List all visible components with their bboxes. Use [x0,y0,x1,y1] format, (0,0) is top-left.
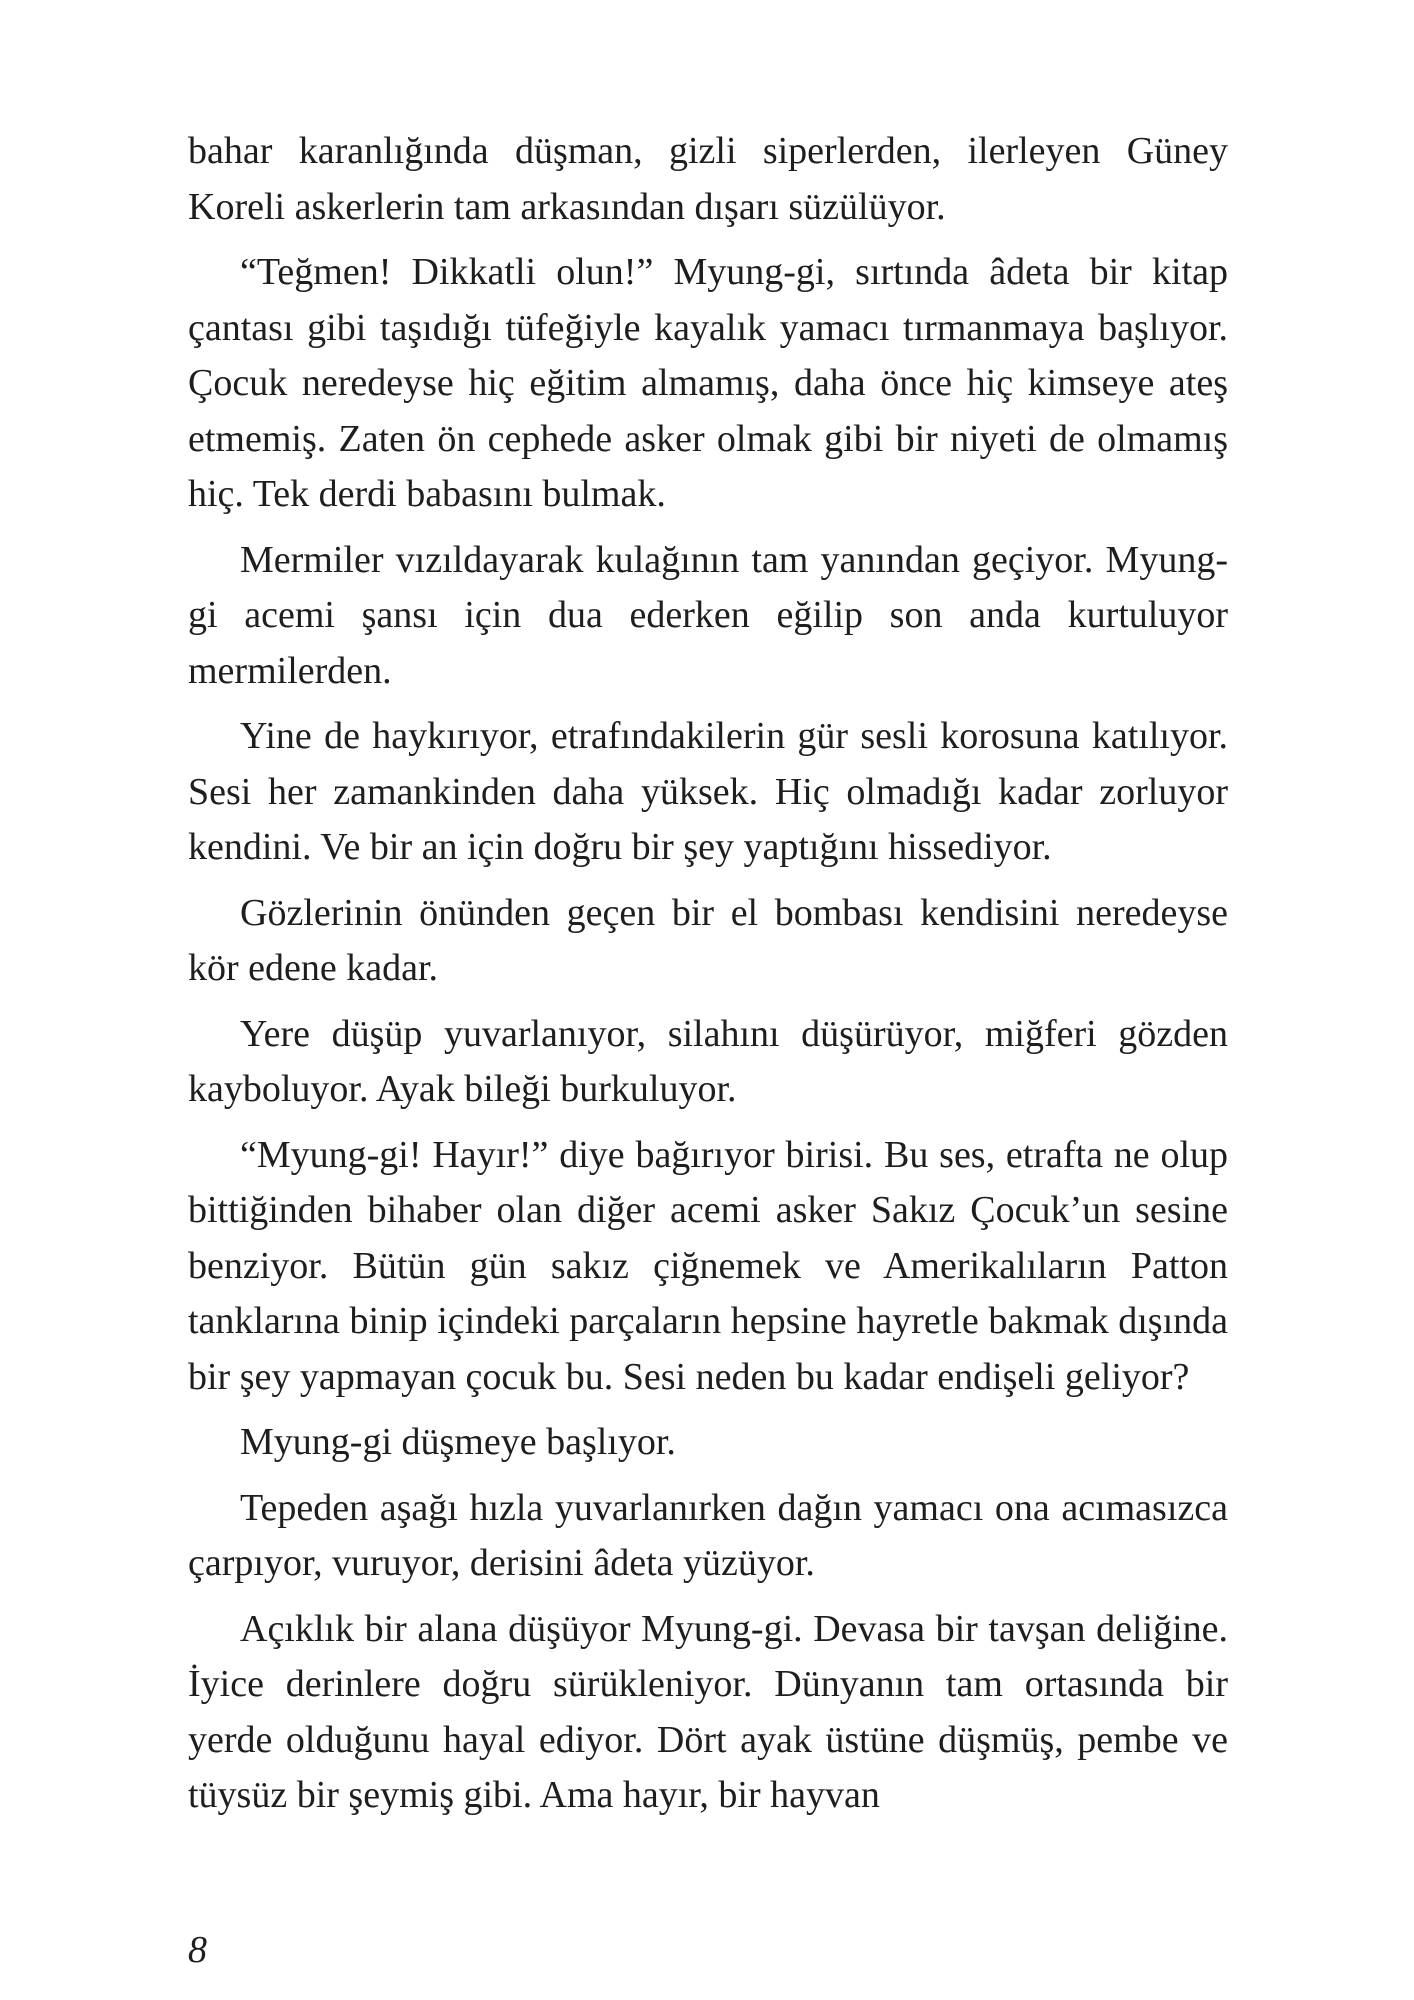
paragraph-2: “Teğmen! Dikkatli olun!” Myung-gi, sırtında âdeta bir kitap çantası gibi taşıdığı tüfeğiyle kayalık yamacı tırmanmaya başlıyor. Çocuk neredeyse hiç eğitim almamış, daha önce hiç kimseye ateş etmemiş. Zaten ön cephede asker olmak gibi bir niyeti de olmamış hiç. Tek derdi babasını bulmak. [188,251,1228,515]
paragraph-4: Yine de haykırıyor, etrafındakilerin gür sesli korosuna katılıyor. Sesi her zamankinden daha yüksek. Hiç olmadığı kadar zorluyor kendini. Ve bir an için doğru bir şey yaptığını hissediyor. [188,715,1228,868]
paragraph-10: Açıklık bir alana düşüyor Myung-gi. Devasa bir tavşan deliğine. İyice derinlere doğru sürükleniyor. Dünyanın tam ortasında bir yerde olduğunu hayal ediyor. Dört ayak üstüne düşmüş, pembe ve tüysüz bir şeymiş gibi. Ama hayır, bir hayvan [188,1607,1228,1816]
paragraph-3: Mermiler vızıldayarak kulağının tam yanından geçiyor. Myung-gi acemi şansı için dua ederken eğilip son anda kurtuluyor mermilerden. [188,538,1228,692]
paragraph-5: Gözlerinin önünden geçen bir el bombası kendisini neredeyse kör edene kadar. [188,891,1228,989]
page-number: 8 [188,1929,207,1971]
body-text [188,124,1228,1834]
paragraph-1: bahar karanlığında düşman, gizli siperlerden, ilerleyen Güney Koreli askerlerin tam arkasından dışarı süzülüyor. [188,130,1228,228]
paragraph-7: “Myung-gi! Hayır!” diye bağırıyor birisi. Bu ses, etrafta ne olup bittiğinden bihaber olan diğer acemi asker Sakız Çocuk’un sesine benziyor. Bütün gün sakız çiğnemek ve Amerikalıların Patton tanklarına binip içindeki parçaların hepsine hayretle bakmak dışında bir şey yapmayan çocuk bu. Sesi neden bu kadar endişeli geliyor? [188,1133,1228,1398]
paragraph-6: Yere düşüp yuvarlanıyor, silahını düşürüyor, miğferi gözden kayboluyor. Ayak bileği burkuluyor. [188,1012,1228,1110]
paragraph-9: Tepeden aşağı hızla yuvarlanırken dağın yamacı ona acımasızca çarpıyor, vuruyor, derisini âdeta yüzüyor. [188,1486,1228,1584]
paragraph-8: Myung-gi düşmeye başlıyor. [240,1421,676,1463]
